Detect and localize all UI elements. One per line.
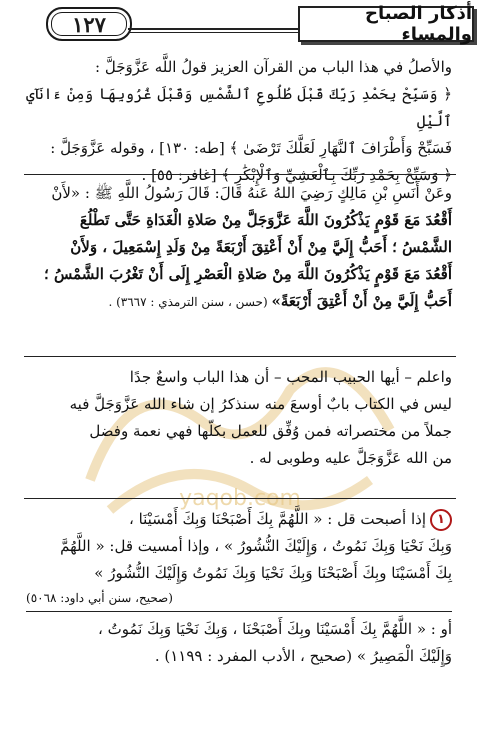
section-divider bbox=[26, 611, 452, 612]
header-rule-thin bbox=[128, 32, 302, 33]
dhikr-line: بِكَ أَمْسَيْنَا وبِكَ أَصْبَحْنَا وَبِكَ نَحْيَا وَبِكَ نَمُوتُ وَإِلَيْكَ النُّشُورُ » bbox=[94, 564, 452, 582]
section-divider bbox=[24, 356, 456, 357]
dhikr-line: وَبِكَ نَحْيَا وَبِكَ نَمُوتُ ، وَإِلَيْكَ النُّشُورُ » ، وإذا أمسيت قل: « اللَّهُمَّ bbox=[60, 537, 452, 555]
note-paragraph bbox=[26, 364, 452, 472]
intro-paragraph bbox=[26, 54, 452, 189]
dhikr-line: أو : « اللَّهُمَّ بِكَ أَمْسَيْنَا وبِكَ أَصْبَحْنَا ، وَبِكَ نَحْيَا وَبِكَ نَمُوتُ ، bbox=[98, 620, 452, 638]
quran-verse-line: ﴿ وَسَبِّحْ بِحَمْدِ رَبِّكَ قَبْلَ طُلُوعِ ٱلشَّمْسِ وَقَبْلَ غُرُوبِهَا وَمِنْ ءَانَآيِ ٱلَّيْلِ bbox=[26, 85, 452, 130]
hadith-text: أَحَبُّ إِلَيَّ مِنْ أَنْ أَعْتِقَ أَرْبَعَةً» bbox=[271, 292, 452, 310]
dhikr-entry bbox=[26, 506, 452, 670]
header-rule bbox=[128, 28, 302, 30]
text-line: واعلم – أيها الحبيب المحب – أن هذا الباب واسعٌ جدًا bbox=[129, 368, 452, 386]
section-divider bbox=[24, 174, 456, 175]
dhikr-line bbox=[26, 506, 452, 533]
hadith-paragraph bbox=[26, 180, 452, 316]
dhikr-line: وَإِلَيْكَ الْمَصِيرُ » (صحيح ، الأدب المفرد : ١١٩٩) . bbox=[154, 647, 452, 665]
page-number: ١٢٧ bbox=[46, 7, 132, 41]
running-title: أذكار الصباح والمساء bbox=[298, 6, 474, 42]
quran-verse-line: فَسَبِّحْ وَأَطْرَافَ ٱلنَّهَارِ لَعَلَّكَ تَرْضَىٰ ﴾ [طه: ١٣٠] ، وقوله عَزَّوَجَلَّ : bbox=[50, 139, 452, 157]
section-divider bbox=[24, 498, 456, 499]
hadith-line bbox=[26, 288, 452, 316]
dhikr-source: (صحيح، سنن أبي داود: ٥٠٦٨) bbox=[26, 591, 173, 605]
text-line: والأصلُ في هذا الباب من القرآن العزيز قولُ اللَّه عَزَّوَجَلَّ : bbox=[95, 58, 452, 76]
page-header bbox=[0, 0, 480, 48]
hadith-line: أَقْعُدَ مَعَ قَوْمٍ يَذْكُرُونَ اللَّهَ عَزَّوَجَلَّ مِنْ صَلاةِ الْغَدَاةِ حَتَّى تَطْلُعَ bbox=[79, 211, 452, 229]
entry-number-badge: ١ bbox=[430, 509, 452, 531]
text-line: ليس في الكتاب بابٌ أوسعَ منه سنذكرُ إن شاء الله عَزَّوَجَلَّ فيه bbox=[69, 395, 452, 413]
dhikr-text: إذا أصبحت قل : « اللَّهُمَّ بِكَ أَصْبَحْنَا وَبِكَ أَمْسَيْنَا ، bbox=[128, 510, 426, 528]
text-line: جملاً من مختصراته فمن وُفِّق للعمل بكلّها فهي نعمة وفضل bbox=[89, 422, 452, 440]
hadith-line: الشَّمْسُ ؛ أَحَبُّ إِلَيَّ مِنْ أَنْ أَعْتِقَ أَرْبَعَةً مِنْ وَلَدِ إِسْمَعِيلَ ، وَلأَنْ bbox=[70, 238, 452, 256]
hadith-source: (حسن ، سنن الترمذي : ٣٦٦٧) . bbox=[108, 295, 272, 309]
text-line: من الله عَزَّوَجَلَّ عليه وطوبى له . bbox=[249, 449, 452, 467]
hadith-line: أَقْعُدَ مَعَ قَوْمٍ يَذْكُرُونَ اللَّهَ مِنْ صَلاةِ الْعَصْرِ إِلَى أَنْ تَغْرُبَ الشَّمْسُ ؛ bbox=[44, 265, 452, 283]
watermark-text: yaqob.com bbox=[179, 486, 301, 511]
hadith-isnad-line: وعَنْ أَنَسِ بْنِ مَالِكٍ رَضِيَ اللهُ عَنهُ قَالَ: قَالَ رَسُولُ اللَّهِ ﷺ : «لأَنْ bbox=[51, 184, 452, 202]
quran-verse-line: ﴿ وَسَبِّحْ بِحَمْدِ رَبِّكَ بِٱلْعَشِيِّ وَٱلْإِبْكَٰرِ ﴾ [غافر: ٥٥] . bbox=[141, 166, 452, 184]
